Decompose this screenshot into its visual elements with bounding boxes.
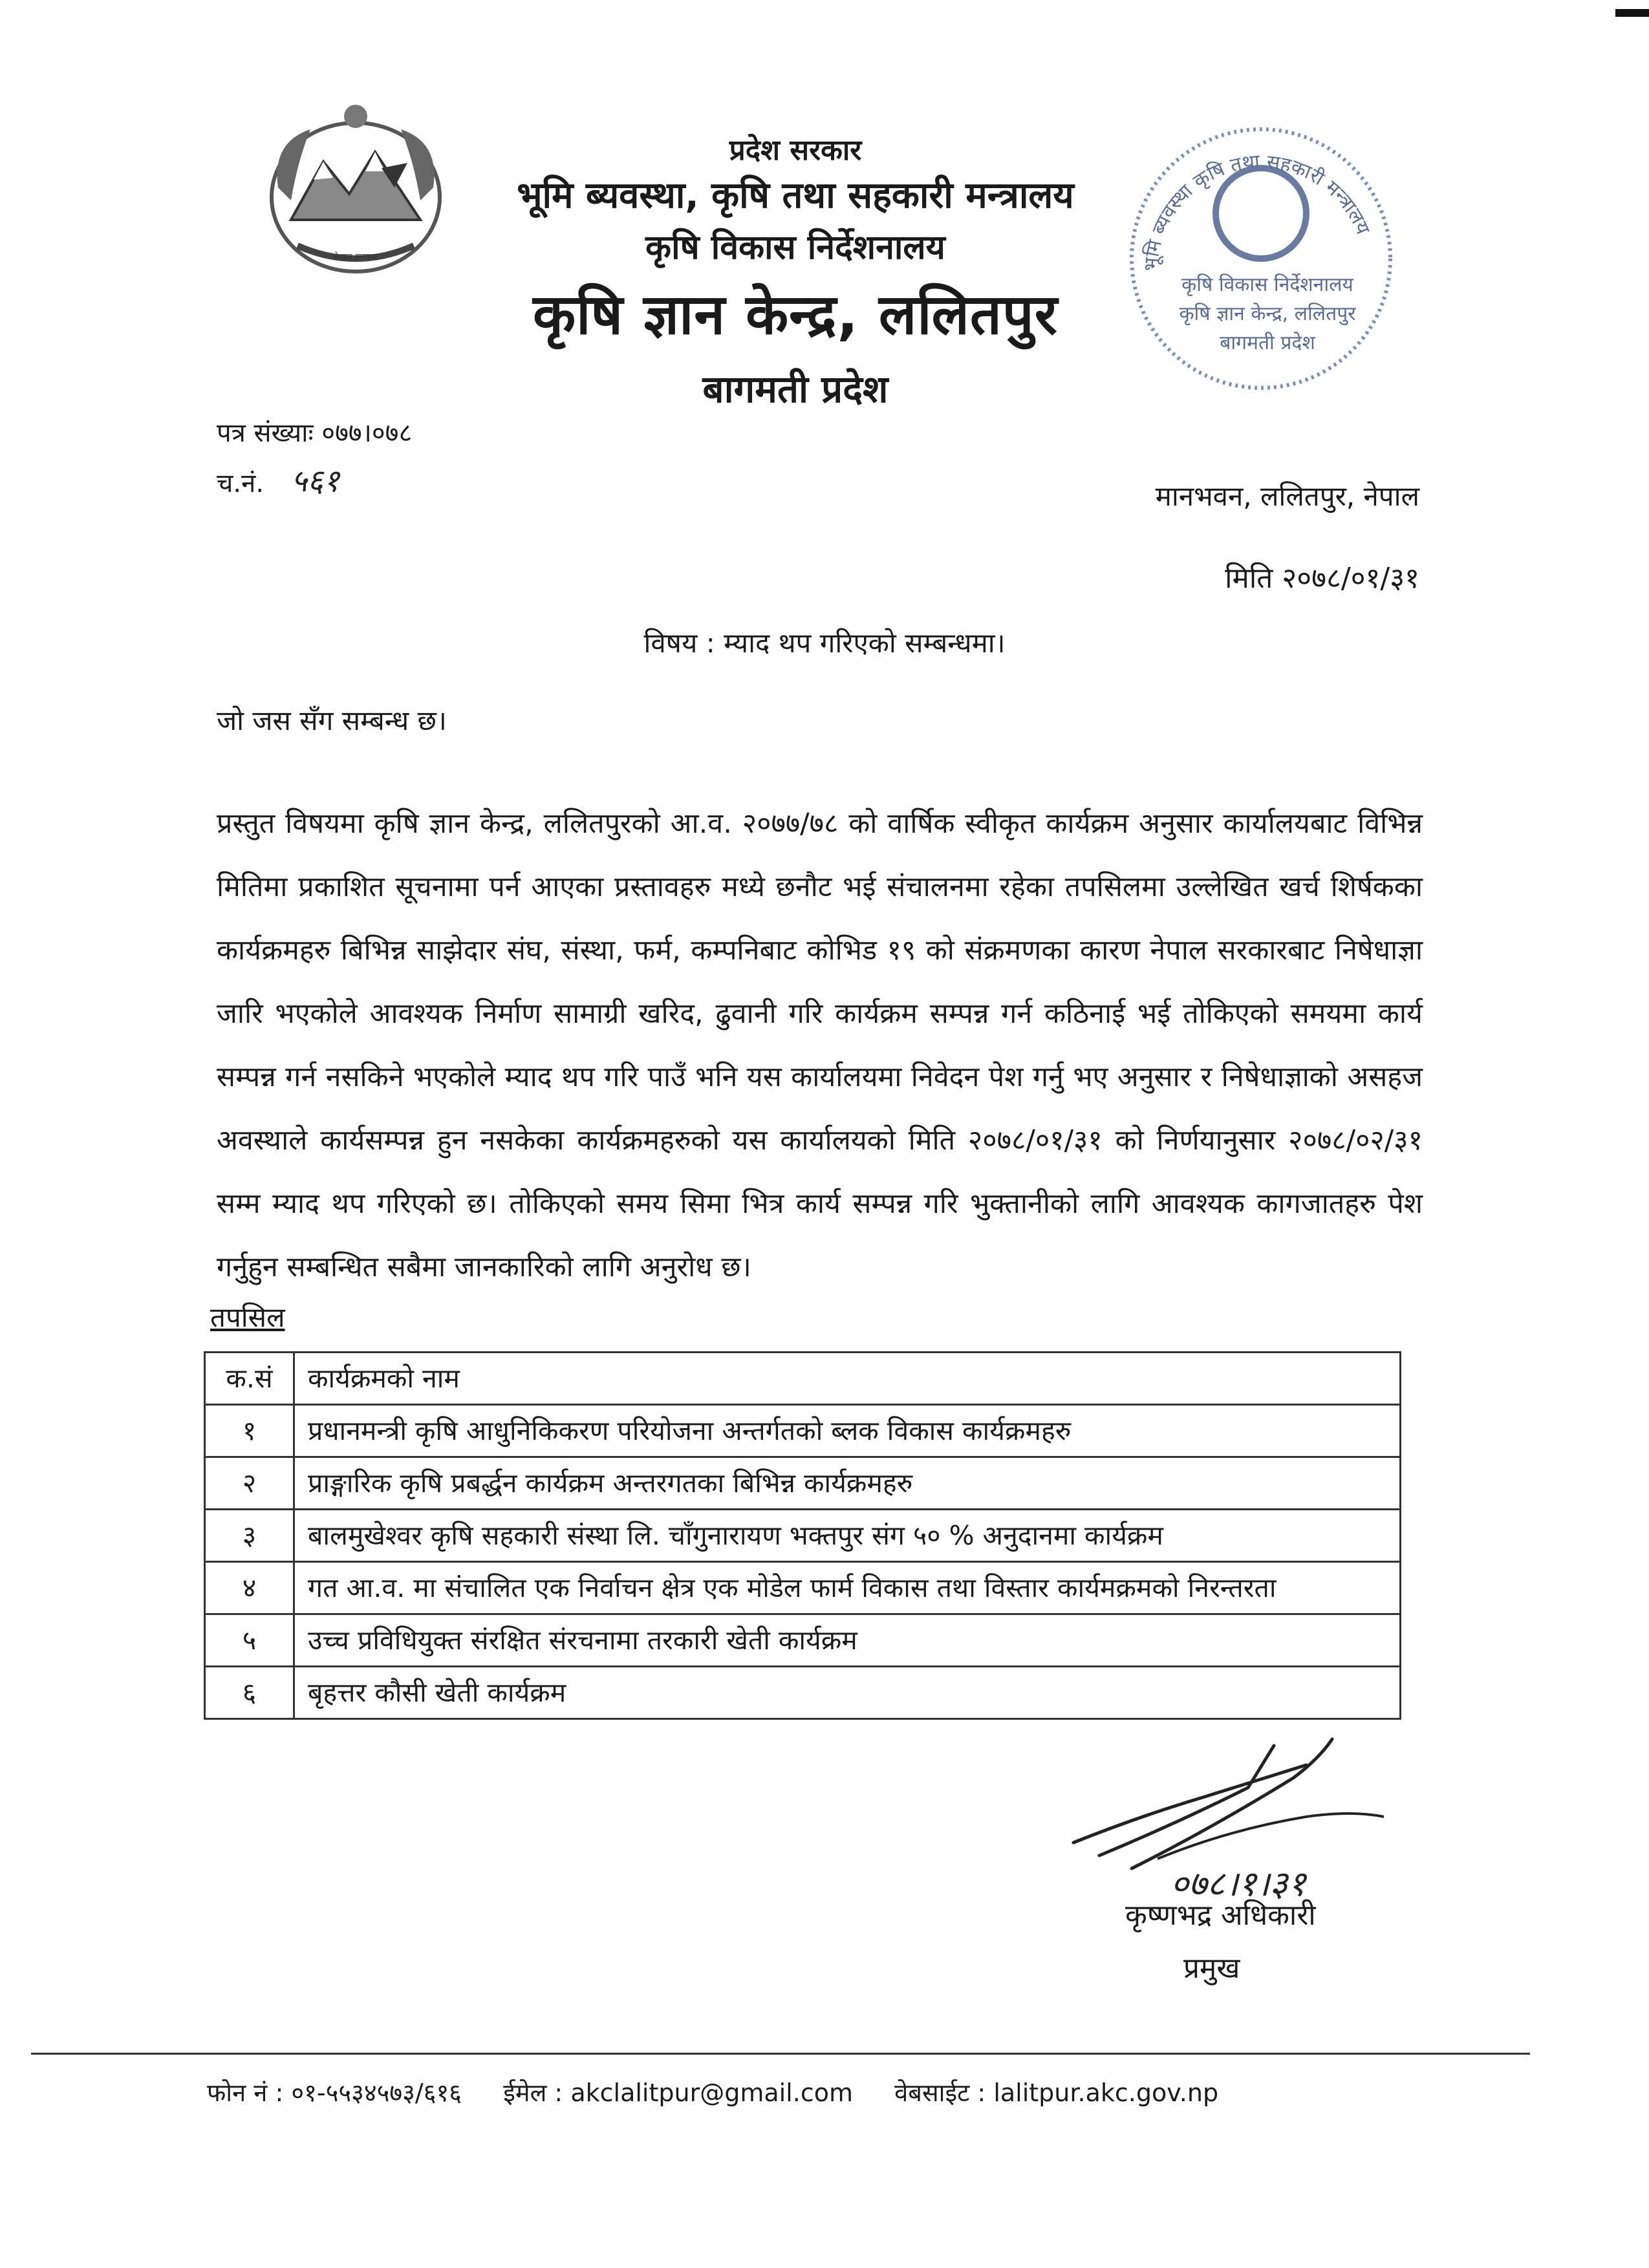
stamp-arc-text: भूमि ब्यवस्था कृषि तथा सहकारी मन्त्रालय <box>1139 150 1375 272</box>
row-program: उच्च प्रविधियुक्त संरक्षित संरचनामा तरकारी खेती कार्यक्रम <box>294 1614 1401 1667</box>
footer-contact <box>207 2075 1218 2109</box>
row-program: बृहत्तर कौसी खेती कार्यक्रम <box>294 1667 1401 1719</box>
stamp-line-2: कृषि विकास निर्देशनालय <box>1181 273 1353 296</box>
table-row <box>205 1667 1401 1719</box>
table-row <box>205 1405 1401 1457</box>
row-sn: ४ <box>205 1562 294 1614</box>
column-header-sn: क.सं <box>205 1353 294 1405</box>
header-ministry: भूमि ब्यवस्था, कृषि तथा सहकारी मन्त्रालय <box>517 175 1074 217</box>
table-row <box>205 1457 1401 1510</box>
header-province: बागमती प्रदेश <box>702 367 889 411</box>
office-address: मानभवन, ललितपुर, नेपाल <box>1155 480 1419 512</box>
letter-body: प्रस्तुत विषयमा कृषि ज्ञान केन्द्र, ललितपुरको आ.व. २०७७/७८ को वार्षिक स्वीकृत कार्यक्रम अनुसार कार्यालयबाट विभिन्न मितिमा प्रकाशित सूचनामा पर्न आएका प्रस्तावहरु मध्ये छनौट भई संचालनमा रहेका तपसिलमा उल्लेखित खर्च शिर्षकका कार्यक्रमहरु बिभिन्न साझेदार संघ, संस्था, फर्म, कम्पनिबाट कोभिड १९ को संक्रमणका कारण नेपाल सरकारबाट निषेधाज्ञा जारि भएकोले आवश्यक निर्माण सामाग्री खरिद, ढुवानी गरि कार्यक्रम सम्पन्न गर्न कठिनाई भई तोकिएको समयमा कार्य सम्पन्न गर्न नसकिने भएकोले म्याद थप गरि पाउँ भनि यस कार्यालयमा निवेदन पेश गर्नु भए अनुसार र निषेधाज्ञाको असहज अवस्थाले कार्यसम्पन्न हुन नसकेका कार्यक्रमहरुको यस कार्यालयको मिति २०७८/०१/३१ को निर्णयानुसार २०७८/०२/३१ सम्म म्याद थप गरिएको छ। तोकिएको समय सिमा भित्र कार्य सम्पन्न गरि भुक्तानीको लागि आवश्यक कागजातहरु पेश गर्नुहुन सम्बन्धित सबैमा जानकारिको लागि अनुरोध छ। <box>217 808 1423 1283</box>
table-row <box>205 1510 1401 1562</box>
signature-date: ०७८।१।३१ <box>1170 1863 1306 1904</box>
letter-subject: विषय : म्याद थप गरिएको सम्बन्धमा। <box>643 627 1006 659</box>
website-label: वेबसाईट : <box>894 2079 986 2107</box>
stamp-line-3: कृषि ज्ञान केन्द्र, ललितपुर <box>1179 303 1356 325</box>
program-table <box>204 1351 1401 1720</box>
dispatch-number-handwritten <box>288 458 391 503</box>
salutation: जो जस सँग सम्बन्ध छ। <box>217 705 447 736</box>
row-program: प्राङ्गारिक कृषि प्रबर्द्धन कार्यक्रम अन्तरगतका बिभिन्न कार्यक्रमहरु <box>294 1457 1401 1510</box>
row-sn: १ <box>205 1405 294 1457</box>
email-label: ईमेल : <box>503 2079 563 2107</box>
row-sn: २ <box>205 1457 294 1510</box>
stamp-line-4: बागमती प्रदेश <box>1220 332 1315 354</box>
signer-name: कृष्णभद्र अधिकारी <box>1125 1899 1316 1932</box>
header-province-government: प्रदेश सरकार <box>729 134 862 167</box>
nepal-emblem-icon <box>252 91 459 284</box>
header-directorate: कृषि विकास निर्देशनालय <box>645 228 945 267</box>
svg-text:५६१: ५६१ <box>291 463 339 499</box>
phone-label: फोन नं : <box>207 2079 284 2107</box>
table-row <box>205 1562 1401 1614</box>
row-program: गत आ.व. मा संचालित एक निर्वाचन क्षेत्र एक मोडेल फार्म विकास तथा विस्तार कार्यमक्रमको निरन्तरता <box>294 1562 1401 1614</box>
phone-number: ०१-५५३४५७३/६१६ <box>291 2079 462 2107</box>
table-row <box>205 1614 1401 1667</box>
website-url: lalitpur.akc.gov.np <box>993 2079 1219 2107</box>
row-program: प्रधानमन्त्री कृषि आधुनिकिकरण परियोजना अन्तर्गतको ब्लक विकास कार्यक्रमहरु <box>294 1405 1401 1457</box>
signer-title: प्रमुख <box>1183 1952 1240 1985</box>
dispatch-number-label: च.नं. <box>217 469 264 498</box>
office-stamp-icon <box>1112 103 1410 401</box>
schedule-title: तपसिल <box>210 1301 285 1333</box>
table-header-row <box>205 1353 1401 1405</box>
row-sn: ५ <box>205 1614 294 1667</box>
row-sn: ६ <box>205 1667 294 1719</box>
letter-number: पत्र संख्याः ०७७।०७८ <box>217 418 413 448</box>
email-address: akclalitpur@gmail.com <box>570 2079 853 2107</box>
footer-divider <box>31 2053 1530 2055</box>
signature-scribble-icon <box>1061 1720 1397 1914</box>
header-office-name: कृषि ज्ञान केन्द्र, ललितपुर <box>533 283 1058 347</box>
row-program: बालमुखेश्वर कृषि सहकारी संस्था लि. चाँगुनारायण भक्तपुर संग ५० % अनुदानमा कार्यक्रम <box>294 1510 1401 1562</box>
row-sn: ३ <box>205 1510 294 1562</box>
column-header-program: कार्यक्रमको नाम <box>294 1353 1401 1405</box>
scan-corner-mark <box>1615 9 1649 17</box>
letter-date: मिति २०७८/०१/३१ <box>1225 562 1419 595</box>
emblem-caption: नेपाल सरकार <box>333 252 378 262</box>
